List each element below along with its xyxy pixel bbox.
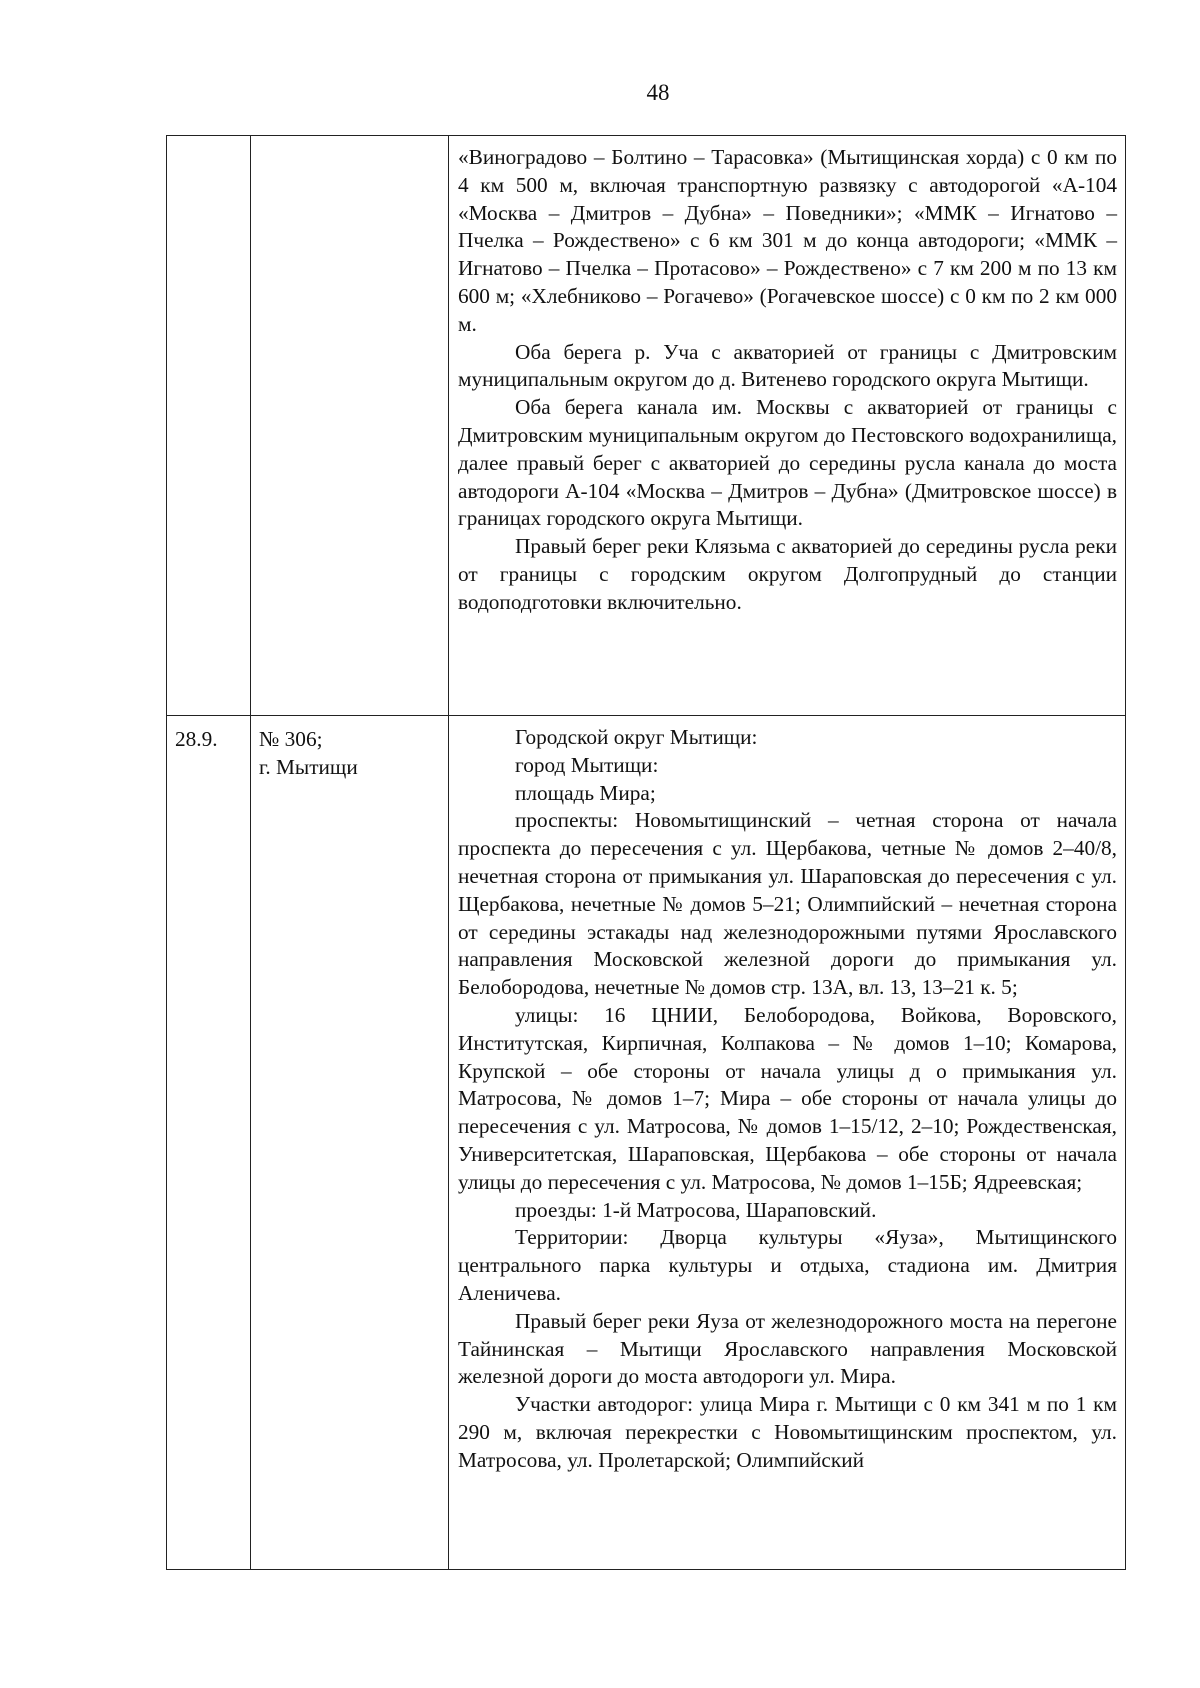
territory-paragraph: Оба берега канала им. Москвы с акваторией от границы с Дмитровским муниципальным округом до Пестовского водохранилища, далее правый берег с акваторией до середины русла канала до моста автодороги А-104 «Москва – Дмитров – Дубна» (Дмитровское шоссе) в границах городского округа Мытищи. [458, 395, 1117, 531]
territory-paragraph: проезды: 1-й Матросова, Шараповский. [515, 1197, 877, 1222]
table-row [167, 716, 1126, 1570]
station-number: № 306; [259, 727, 323, 751]
row-number [167, 136, 250, 146]
territory-paragraph: площадь Мира; [515, 780, 656, 805]
station-name [251, 136, 448, 146]
station-city: г. Мытищи [259, 754, 358, 779]
document-table [166, 135, 1126, 1570]
station-cell [251, 136, 449, 716]
territory-paragraph: город Мытищи: [515, 752, 659, 777]
territory-paragraph: Территории: Дворца культуры «Яуза», Мытищинского центрального парка культуры и отдыха, стадиона им. Дмитрия Аленичева. [458, 1225, 1117, 1305]
territory-paragraph: Оба берега р. Уча с акваторией от границы с Дмитровским муниципальным округом до д. Витенево городского округа Мытищи. [458, 339, 1117, 392]
table-row [167, 136, 1126, 716]
station-cell [251, 716, 449, 1570]
row-number: 28.9. [175, 727, 218, 751]
territory-cell [449, 716, 1126, 1570]
territory-paragraph: проспекты: Новомытищинский – четная сторона от начала проспекта до пересечения с ул. Щербакова, четные № домов 2–40/8, нечетная сторона от примыкания ул. Шараповская до пересечения с ул. Щербакова, нечетные № домов 5–21; Олимпийский – нечетная сторона от середины эстакады над железнодорожными путями Ярославского направления Московской железной дороги до примыкания ул. Белобородова, нечетные № домов стр. 13А, вл. 13, 13–21 к. 5; [458, 808, 1117, 1000]
row-number-cell [167, 136, 251, 716]
territory-cell [449, 136, 1126, 716]
row-number-cell [167, 716, 251, 1570]
territory-paragraph: Участки автодорог: улица Мира г. Мытищи с 0 км 341 м по 1 км 290 м, включая перекрестки с Новомытищинским проспектом, ул. Матросова, ул. Пролетарской; Олимпийский [458, 1392, 1117, 1472]
territory-paragraph: Городской округ Мытищи: [515, 725, 758, 749]
territory-paragraph: улицы: 16 ЦНИИ, Белобородова, Войкова, Воровского, Институтская, Кирпичная, Колпакова – № домов 1–10; Комарова, Крупской – обе стороны от начала улицы д о примыкания ул. Матросова, № домов 1–7; Мира – обе стороны от начала улицы до пересечения с ул. Матросова, № домов 1–15/12, 2–10; Рождественская, Университетская, Шараповская, Щербакова – обе стороны от начала улицы до пересечения с ул. Матросова, № домов 1–15Б; Ядреевская; [458, 1002, 1117, 1194]
page-number: 48 [646, 80, 670, 105]
territory-paragraph: Правый берег реки Яуза от железнодорожного моста на перегоне Тайнинская – Мытищи Ярославского направления Московской железной дороги до моста автодороги ул. Мира. [458, 1308, 1117, 1389]
territory-paragraph: «Виноградово – Болтино – Тарасовка» (Мытищинская хорда) с 0 км по 4 км 500 м, включая транспортную развязку с автодорогой «А-104 «Москва – Дмитров – Дубна» – Поведники»; «ММК – Игнатово – Пчелка – Рождествено» с 6 км 301 м до конца автодороги; «ММК – Игнатово – Пчелка – Протасово» – Рождествено» с 7 км 200 м по 13 км 600 м; «Хлебниково – Рогачево» (Рогачевское шоссе) с 0 км по 2 км 000 м. [458, 145, 1117, 336]
territory-paragraph: Правый берег реки Клязьма с акваторией до середины русла реки от границы с городским округом Долгопрудный до станции водоподготовки включительно. [458, 534, 1117, 614]
